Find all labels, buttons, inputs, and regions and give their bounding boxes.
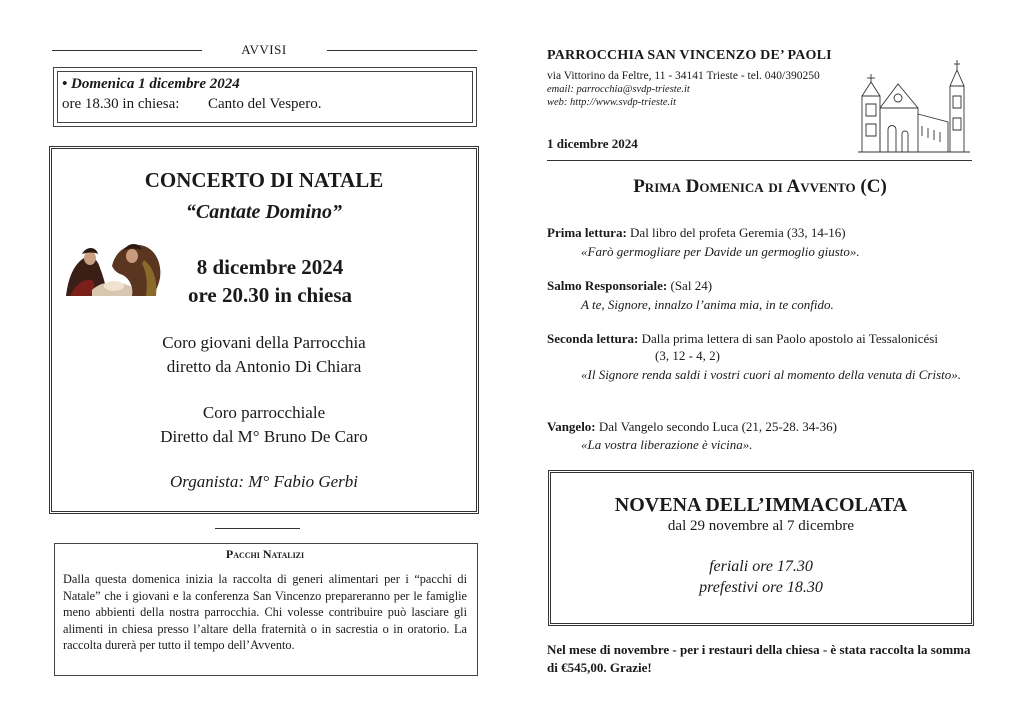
avvisi-event: Canto del Vespero.	[208, 96, 322, 112]
sunday-title: Prima Domenica di Avvento (C)	[633, 176, 887, 197]
concerto-title: CONCERTO DI NATALE	[144, 168, 384, 192]
church-drawing	[858, 52, 970, 156]
concerto-date: 8 dicembre 2024	[196, 255, 344, 279]
gospel-text: Dal Vangelo secondo Luca (21, 25-28. 34-36)	[598, 419, 837, 434]
reading-3-quote: «Il Signore renda saldi i vostri cuori al momento della venuta di Cristo».	[581, 367, 961, 382]
reading-2-text: (Sal 24)	[670, 278, 713, 293]
avvisi-time: ore 18.30 in chiesa:	[62, 96, 180, 112]
reading-3-ref: (3, 12 - 4, 2)	[655, 348, 720, 363]
novena-feriali: feriali ore 17.30	[709, 558, 813, 575]
divider	[547, 160, 972, 161]
gospel-label: Vangelo:	[547, 419, 596, 434]
parish-email: email: parrocchia@svdp-trieste.it	[547, 84, 690, 95]
concerto-time: ore 20.30 in chiesa	[187, 283, 353, 307]
reading-1-text: Dal libro del profeta Geremia (33, 14-16)	[630, 225, 846, 240]
organist: Organista: M° Fabio Gerbi	[170, 472, 358, 491]
novena-dates: dal 29 novembre al 7 dicembre	[667, 518, 855, 534]
reading-2	[547, 278, 972, 294]
reading-3	[547, 331, 972, 347]
reading-1-label: Prima lettura:	[547, 225, 627, 240]
parish-web: web: http://www.svdp-trieste.it	[547, 97, 677, 108]
gospel-quote: «La vostra liberazione è vicina».	[581, 437, 753, 452]
divider	[327, 50, 477, 51]
donation-note: Nel mese di novembre - per i restauri della chiesa - è stata raccolta la somma di €545,00. Grazie!	[547, 642, 971, 675]
avvisi-date: • Domenica 1 dicembre 2024	[62, 76, 240, 92]
reading-3-text: Dalla prima lettera di san Paolo apostolo ai Tessalonicési	[641, 331, 938, 346]
choir2-line2: Diretto dal M° Bruno De Caro	[160, 427, 368, 446]
reading-1-quote: «Farò germogliare per Davide un germoglio giusto».	[581, 244, 860, 259]
section-heading-avvisi: AVVISI	[241, 42, 287, 57]
reading-2-label: Salmo Responsoriale:	[547, 278, 668, 293]
pacchi-title: Pacchi Natalizi	[225, 547, 305, 561]
novena-title: NOVENA DELL’IMMACOLATA	[614, 494, 908, 516]
gospel	[547, 419, 972, 435]
concerto-subtitle: “Cantate Domino”	[185, 201, 343, 223]
pacchi-text: Dalla questa domenica inizia la raccolta di generi alimentari per i “pacchi di Natale” che i giovani e la conferenza San Vincenzo prepareranno per le famiglie meno abbienti della nostra parrocchia. Chi volesse contribuire può lasciare gli alimenti in chiesa presso l’altare della fraternità o in sacrestia o in oratorio. La raccolta durerà per tutto il tempo dell’Avvento.	[63, 572, 467, 652]
choir2-line1: Coro parrocchiale	[202, 403, 326, 422]
issue-date: 1 dicembre 2024	[547, 136, 638, 151]
divider	[52, 50, 202, 51]
novena-prefestivi: prefestivi ore 18.30	[699, 579, 823, 596]
choir1-line2: diretto da Antonio Di Chiara	[166, 357, 362, 376]
parish-address: via Vittorino da Feltre, 11 - 34141 Trieste - tel. 040/390250	[547, 70, 820, 82]
choir1-line1: Coro giovani della Parrocchia	[162, 333, 366, 352]
reading-1	[547, 225, 972, 241]
reading-2-quote: A te, Signore, innalzo l’anima mia, in te confido.	[581, 297, 834, 312]
reading-3-label: Seconda lettura:	[547, 331, 639, 346]
divider	[215, 528, 300, 529]
parish-name: PARROCCHIA SAN VINCENZO DE’ PAOLI	[547, 48, 832, 63]
